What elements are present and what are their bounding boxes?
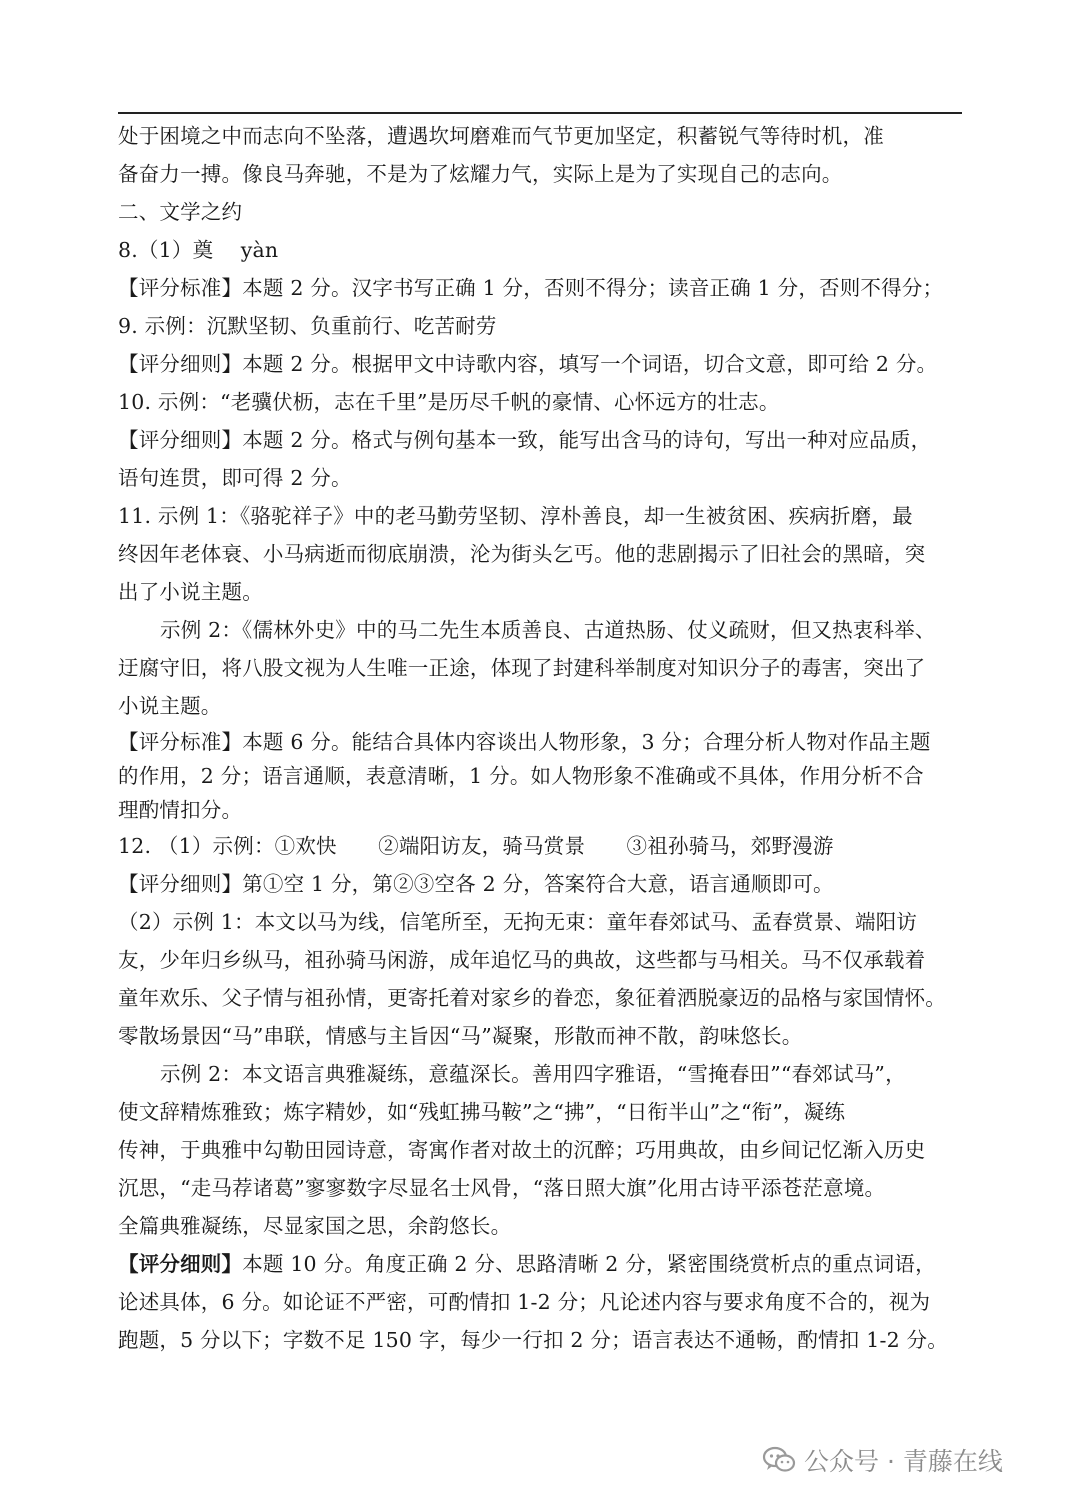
text-line: 全篇典雅凝练，尽显家国之思，余韵悠长。 [118, 1214, 512, 1238]
text-line: 童年欢乐、父子情与祖孙情，更寄托着对家乡的眷恋，象征着洒脱豪迈的品格与家国情怀。 [118, 986, 946, 1010]
text-line: 的作用，2 分；语言通顺，表意清晰，1 分。如人物形象不准确或不具体，作用分析不合 [118, 764, 924, 788]
scoring-label: 【评分细则】 [118, 1252, 243, 1276]
text-line: 处于困境之中而志向不坠落，遭遇坎坷磨难而气节更加坚定，积蓄锐气等待时机，准 [118, 124, 884, 148]
text-line: 传神，于典雅中勾勒田园诗意，寄寓作者对故土的沉醉；巧用典故，由乡间记忆渐入历史 [118, 1138, 926, 1162]
section-heading: 二、文学之约 [118, 200, 243, 224]
text-line: 理酌情扣分。 [118, 798, 243, 822]
scoring-note: 【评分细则】本题 2 分。格式与例句基本一致，能写出含马的诗句，写出一种对应品质， [118, 428, 932, 452]
text-line: （2）示例 1：本文以马为线，信笔所至，无拘无束：童年春郊试马、孟春赏景、端阳访 [118, 910, 918, 934]
answer-document [118, 117, 962, 1359]
text-line: 备奋力一搏。像良马奔驰，不是为了炫耀力气，实际上是为了实现自己的志向。 [118, 162, 843, 186]
scoring-note [118, 1245, 962, 1283]
scoring-text: 本题 10 分。角度正确 2 分、思路清晰 2 分，紧密围绕赏析点的重点词语， [242, 1252, 936, 1276]
text-line: 示例 2：《儒林外史》中的马二先生本质善良、古道热肠、仗义疏财，但又热衷科举、 [160, 618, 936, 642]
wechat-icon [762, 1445, 796, 1475]
question-12: 12. （1）示例：①欢快 ②端阳访友，骑马赏景 ③祖孙骑马，郊野漫游 [118, 834, 834, 858]
watermark-text: 公众号 · 青藤在线 [804, 1447, 1003, 1476]
scoring-note: 【评分细则】本题 2 分。根据甲文中诗歌内容，填写一个词语，切合文意，即可给 2 分。 [118, 352, 938, 376]
text-line: 迂腐守旧，将八股文视为人生唯一正途，体现了封建科举制度对知识分子的毒害，突出了 [118, 656, 926, 680]
text-line: 零散场景因“马”串联，情感与主旨因“马”凝聚，形散而神不散，韵味悠长。 [118, 1024, 803, 1048]
watermark [762, 1440, 1003, 1480]
scoring-note: 【评分标准】本题 2 分。汉字书写正确 1 分，否则不得分；读音正确 1 分，否则不得分； [118, 276, 944, 300]
scoring-note: 【评分细则】第①空 1 分，第②③空各 2 分，答案符合大意，语言通顺即可。 [118, 872, 834, 896]
text-line: 出了小说主题。 [118, 580, 263, 604]
text-line: 示例 2：本文语言典雅凝练，意蕴深长。善用四字雅语，“雪掩春田”“春郊试马”， [160, 1062, 906, 1086]
question-11: 11. 示例 1：《骆驼祥子》中的老马勤劳坚韧、淳朴善良，却一生被贫困、疾病折磨，最 [118, 504, 913, 528]
question-10: 10. 示例：“老骥伏枥，志在千里”是历尽千帆的豪情、心怀远方的壮志。 [118, 390, 780, 414]
question-9: 9. 示例：沉默坚韧、负重前行、吃苦耐劳 [118, 314, 497, 338]
question-8: 8.（1）奠 yàn [118, 238, 279, 262]
text-line: 小说主题。 [118, 694, 222, 718]
text-line: 友，少年归乡纵马，祖孙骑马闲游，成年追忆马的典故，这些都与马相关。马不仅承载着 [118, 948, 926, 972]
text-line: 跑题，5 分以下；字数不足 150 字，每少一行扣 2 分；语言表达不通畅，酌情扣 1-2 分。 [118, 1328, 948, 1352]
text-line: 终因年老体衰、小马病逝而彻底崩溃，沦为街头乞丐。他的悲剧揭示了旧社会的黑暗，突 [118, 542, 926, 566]
text-line: 语句连贯，即可得 2 分。 [118, 466, 352, 490]
scoring-note: 【评分标准】本题 6 分。能结合具体内容谈出人物形象，3 分；合理分析人物对作品主题 [118, 730, 931, 754]
text-line: 沉思，“走马荐诸葛”寥寥数字尽显名士风骨，“落日照大旗”化用古诗平添苍茫意境。 [118, 1176, 886, 1200]
header-rule [118, 112, 962, 114]
text-line: 论述具体，6 分。如论证不严密，可酌情扣 1-2 分；凡论述内容与要求角度不合的，视为 [118, 1290, 931, 1314]
text-line: 使文辞精炼雅致；炼字精妙，如“残虹拂马鞍”之“拂”，“日衔半山”之“衔”，凝练 [118, 1100, 846, 1124]
